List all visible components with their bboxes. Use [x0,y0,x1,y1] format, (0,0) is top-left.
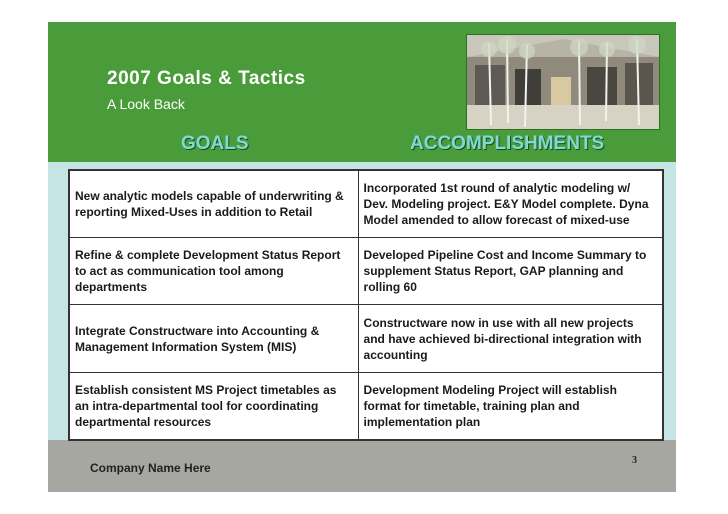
table-row [69,305,663,372]
company-name: Company Name Here [90,461,211,475]
accomplishment-cell: Developed Pipeline Cost and Income Summary to supplement Status Report, GAP planning and rolling 60 [358,238,663,305]
accomplishment-cell: Constructware now in use with all new projects and have achieved bi-directional integration with accounting [358,305,663,372]
table-row [69,170,663,238]
accomplishments-column-header: ACCOMPLISHMENTS [410,133,605,154]
goals-table [68,169,664,441]
goal-cell: Refine & complete Development Status Report to act as communication tool among departments [69,238,358,305]
goal-cell: Establish consistent MS Project timetables as an intra-departmental tool for coordinating departmental resources [69,372,358,440]
goal-cell: Integrate Constructware into Accounting & Management Information System (MIS) [69,305,358,372]
table-row [69,372,663,440]
table-row [69,238,663,305]
goals-column-header: GOALS [181,133,249,154]
page-number: 3 [632,455,637,466]
building-atrium-photo [466,34,660,130]
goal-cell: New analytic models capable of underwriting & reporting Mixed-Uses in addition to Retail [69,170,358,238]
slide-subtitle: A Look Back [107,96,185,112]
accomplishment-cell: Incorporated 1st round of analytic modeling w/ Dev. Modeling project. E&Y Model complete. Dyna Model amended to allow forecast of mixed-use [358,170,663,238]
accomplishment-cell: Development Modeling Project will establish format for timetable, training plan and implementation plan [358,372,663,440]
slide-title: 2007 Goals & Tactics [107,68,306,89]
